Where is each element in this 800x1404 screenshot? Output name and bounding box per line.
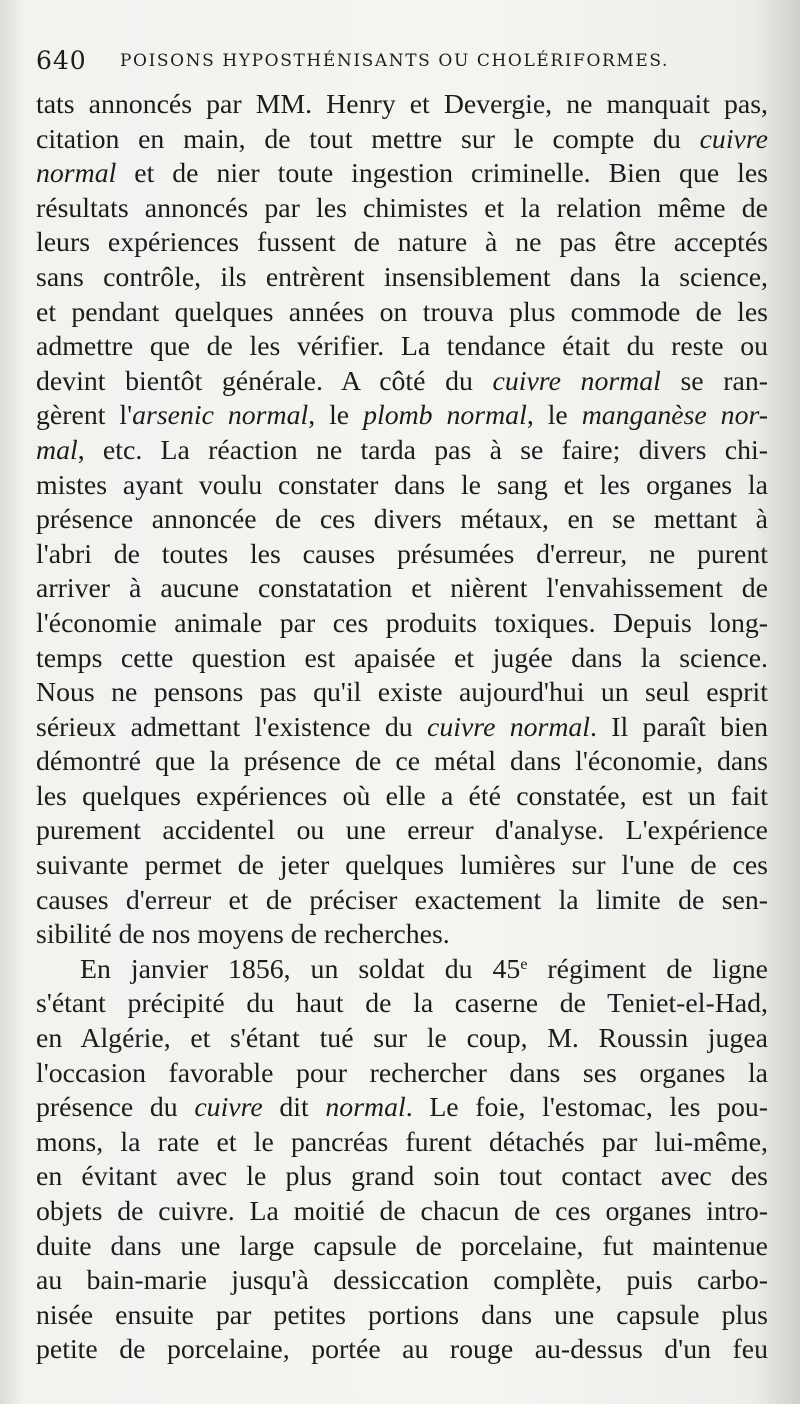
text-line [36,1230,768,1265]
text-line [36,88,768,123]
text-segment: sans contrôle, ils entrèrent insensiblement dans la science, [36,261,768,293]
text-segment: présence annoncée de ces divers métaux, en se mettant à [36,504,768,536]
text-segment: et pendant quelques années on trouva plus commode de les [36,296,768,328]
text-segment: , etc. La réaction ne tarda pas à se faire; divers chi- [77,434,768,466]
text-line [36,1264,768,1299]
italic-text: cuivre normal [492,365,661,397]
text-segment: arriver à aucune constatation et nièrent l'envahissement de [36,573,768,605]
page-header [36,46,776,78]
text-line [36,1299,768,1334]
text-line [36,572,768,607]
italic-text: manganèse nor- [581,400,768,432]
text-line [36,469,768,504]
text-segment: mistes ayant voulu constater dans le sang et les organes la [36,469,768,501]
running-title: POISONS HYPOSTHÉNISANTS OU CHOLÉRIFORMES. [120,51,670,71]
text-segment: devint bientôt générale. A côté du [36,365,493,397]
text-segment: leurs expériences fussent de nature à ne pas être acceptés [36,227,768,259]
italic-text: cuivre [699,123,768,155]
text-segment: régiment de ligne [527,953,768,985]
italic-text: plomb normal [363,400,527,432]
text-segment: , le [308,400,364,432]
text-line [36,330,768,365]
text-segment: En janvier 1856, un soldat du 45 [80,953,521,985]
text-line [36,123,768,158]
text-line [36,711,768,746]
text-segment: , le [526,400,582,432]
text-segment: l'économie animale par ces produits toxiques. Depuis long- [36,607,768,639]
text-segment: causes d'erreur et de préciser exactement la limite de sen- [36,884,768,916]
text-line [36,1160,768,1195]
text-line [36,987,768,1022]
text-line [36,261,768,296]
paragraph [36,88,768,953]
italic-text: mal [36,434,78,466]
text-line [36,1057,768,1092]
text-segment: admettre que de les vérifier. La tendance était du reste ou [36,331,768,363]
text-segment: en évitant avec le plus grand soin tout contact avec des [36,1161,768,1193]
text-segment: petite de porcelaine, portée au rouge au-dessus d'un feu [36,1334,768,1366]
text-segment: purement accidentel ou une erreur d'analyse. L'expérience [36,815,768,847]
text-segment: s'étant précipité du haut de la caserne de Teniet-el-Had, [36,988,768,1020]
text-segment: sibilité de nos moyens de recherches. [36,919,450,951]
text-line [36,1195,768,1230]
italic-text: cuivre normal [427,711,591,743]
text-segment: . Le foie, l'estomac, les pou- [405,1092,768,1124]
text-segment: dit [262,1092,326,1124]
italic-text: normal [325,1092,406,1124]
text-line [36,918,768,953]
text-line [36,814,768,849]
text-segment: duite dans une large capsule de porcelaine, fut maintenue [36,1230,768,1262]
superscript: e [520,955,528,973]
text-line [36,1022,768,1057]
text-segment: démontré que la présence de ce métal dans l'économie, dans [36,746,768,778]
text-line [36,745,768,780]
italic-text: cuivre [194,1092,263,1124]
text-line [36,226,768,261]
text-line [36,434,768,469]
text-line [36,157,768,192]
page-number: 640 [36,46,87,75]
text-segment: gèrent l' [36,400,133,432]
text-segment: et de nier toute ingestion criminelle. Bien que les [116,158,768,190]
text-line [36,365,768,400]
text-segment: les quelques expériences où elle a été constatée, est un fait [36,780,768,812]
text-segment: l'occasion favorable pour rechercher dans ses organes la [36,1057,768,1089]
text-segment: nisée ensuite par petites portions dans une capsule plus [36,1299,768,1331]
text-segment: mons, la rate et le pancréas furent détachés par lui-même, [36,1126,768,1158]
text-segment: présence du [36,1092,195,1124]
text-line [36,953,768,988]
text-segment: résultats annoncés par les chimistes et la relation même de [36,192,768,224]
text-segment: suivante permet de jeter quelques lumières sur l'une de ces [36,850,768,882]
text-segment: tats annoncés par MM. Henry et Devergie, ne manquait pas, [36,89,768,120]
text-line [36,642,768,677]
text-line [36,780,768,815]
italic-text: normal [36,158,117,190]
text-segment: . Il paraît bien [590,711,768,743]
text-line [36,1126,768,1161]
paragraph [36,953,768,1368]
text-segment: Nous ne pensons pas qu'il existe aujourd'hui un seul esprit [36,677,768,709]
text-segment: sérieux admettant l'existence du [36,711,427,743]
text-line [36,607,768,642]
text-line [36,538,768,573]
text-segment: l'abri de toutes les causes présumées d'erreur, ne purent [36,538,768,570]
text-segment: au bain-marie jusqu'à dessiccation complète, puis carbo- [36,1265,768,1297]
text-line [36,503,768,538]
text-segment: temps cette question est apaisée et jugée dans la science. [36,642,768,674]
text-segment: objets de cuivre. La moitié de chacun de ces organes intro- [36,1196,768,1227]
text-line [36,1091,768,1126]
body-text [36,88,768,1368]
text-segment: citation en main, de tout mettre sur le compte du [36,123,700,155]
italic-text: arsenic normal [132,400,309,432]
text-line [36,849,768,884]
text-line [36,296,768,331]
text-segment: se ran- [660,365,768,397]
text-line [36,676,768,711]
text-line [36,192,768,227]
text-line [36,1333,768,1368]
text-segment: en Algérie, et s'étant tué sur le coup, M. Roussin jugea [36,1023,768,1055]
text-line [36,399,768,434]
text-line [36,884,768,919]
